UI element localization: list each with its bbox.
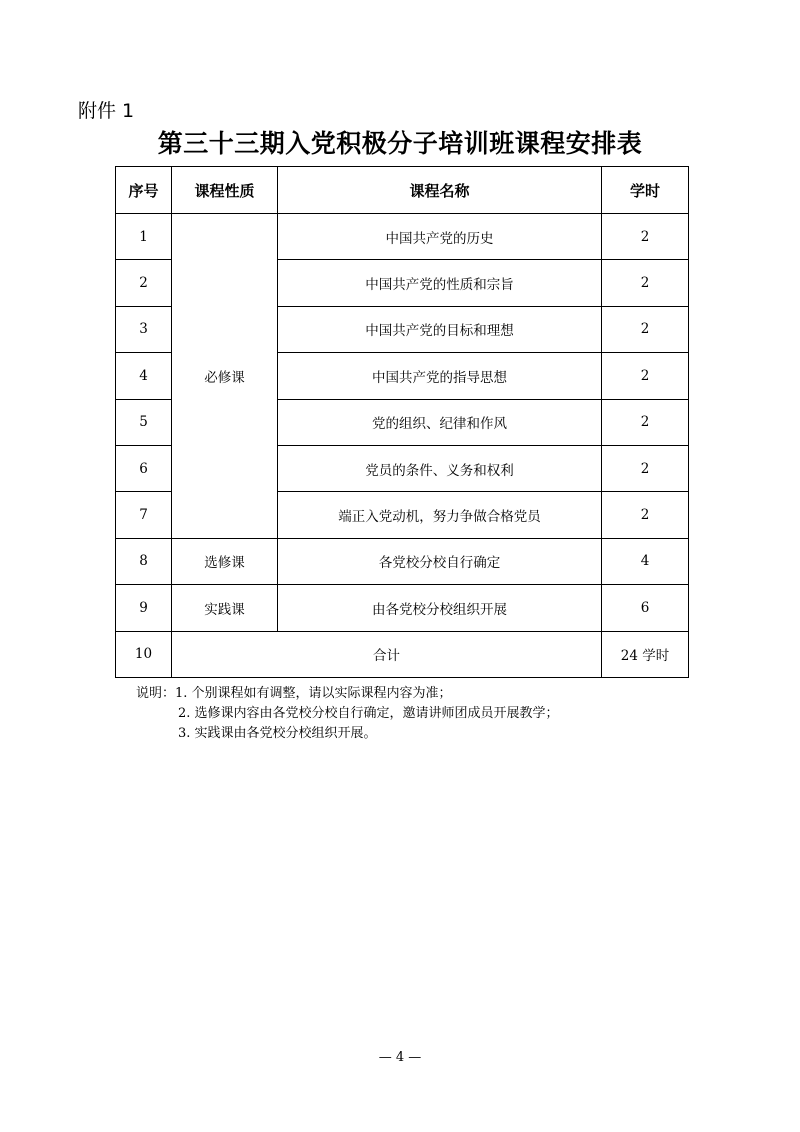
course-schedule-table	[115, 166, 689, 678]
cell-seq: 5	[116, 399, 172, 445]
cell-hours: 4	[602, 538, 689, 584]
cell-seq: 7	[116, 492, 172, 538]
header-hours: 学时	[602, 167, 689, 214]
cell-course-name: 中国共产党的目标和理想	[278, 306, 602, 352]
table-header-row	[116, 167, 689, 214]
cell-course-name: 中国共产党的指导思想	[278, 353, 602, 399]
note-line-2	[136, 704, 559, 724]
note-item: 1. 个别课程如有调整，请以实际课程内容为准；	[175, 686, 452, 701]
cell-course-name: 各党校分校自行确定	[278, 538, 602, 584]
document-title: 第三十三期入党积极分子培训班课程安排表	[157, 129, 643, 158]
cell-seq: 8	[116, 538, 172, 584]
notes-section	[136, 684, 559, 744]
cell-hours: 2	[602, 214, 689, 260]
table-total-row	[116, 631, 689, 677]
notes-prefix: 说明：	[136, 686, 176, 701]
cell-course-name: 中国共产党的历史	[278, 214, 602, 260]
table-row	[116, 585, 689, 631]
cell-course-name: 端正入党动机，努力争做合格党员	[278, 492, 602, 538]
cell-total-hours: 24 学时	[602, 631, 689, 677]
cell-total-label: 合计	[172, 631, 602, 677]
cell-hours: 2	[602, 445, 689, 491]
cell-course-type-required: 必修课	[172, 214, 278, 539]
cell-hours: 2	[602, 306, 689, 352]
attachment-label: 附件 1	[78, 100, 135, 122]
cell-seq: 1	[116, 214, 172, 260]
cell-seq: 6	[116, 445, 172, 491]
table-row	[116, 214, 689, 260]
cell-hours: 2	[602, 492, 689, 538]
cell-seq: 4	[116, 353, 172, 399]
cell-hours: 2	[602, 353, 689, 399]
note-line-3	[136, 724, 559, 744]
cell-course-name: 党的组织、纪律和作风	[278, 399, 602, 445]
cell-seq: 10	[116, 631, 172, 677]
cell-course-name: 党员的条件、义务和权利	[278, 445, 602, 491]
cell-seq: 2	[116, 260, 172, 306]
note-item: 2. 选修课内容由各党校分校自行确定，邀请讲师团成员开展教学；	[178, 706, 559, 721]
cell-hours: 2	[602, 399, 689, 445]
cell-course-name: 由各党校分校组织开展	[278, 585, 602, 631]
note-item: 3. 实践课由各党校分校组织开展。	[178, 726, 377, 741]
cell-course-name: 中国共产党的性质和宗旨	[278, 260, 602, 306]
header-course-type: 课程性质	[172, 167, 278, 214]
note-line-1	[136, 684, 559, 704]
cell-hours: 2	[602, 260, 689, 306]
cell-hours: 6	[602, 585, 689, 631]
cell-seq: 3	[116, 306, 172, 352]
header-course-name: 课程名称	[278, 167, 602, 214]
cell-course-type: 选修课	[172, 538, 278, 584]
cell-course-type: 实践课	[172, 585, 278, 631]
header-seq: 序号	[116, 167, 172, 214]
cell-seq: 9	[116, 585, 172, 631]
table-row	[116, 538, 689, 584]
page-number: — 4 —	[378, 1050, 422, 1065]
